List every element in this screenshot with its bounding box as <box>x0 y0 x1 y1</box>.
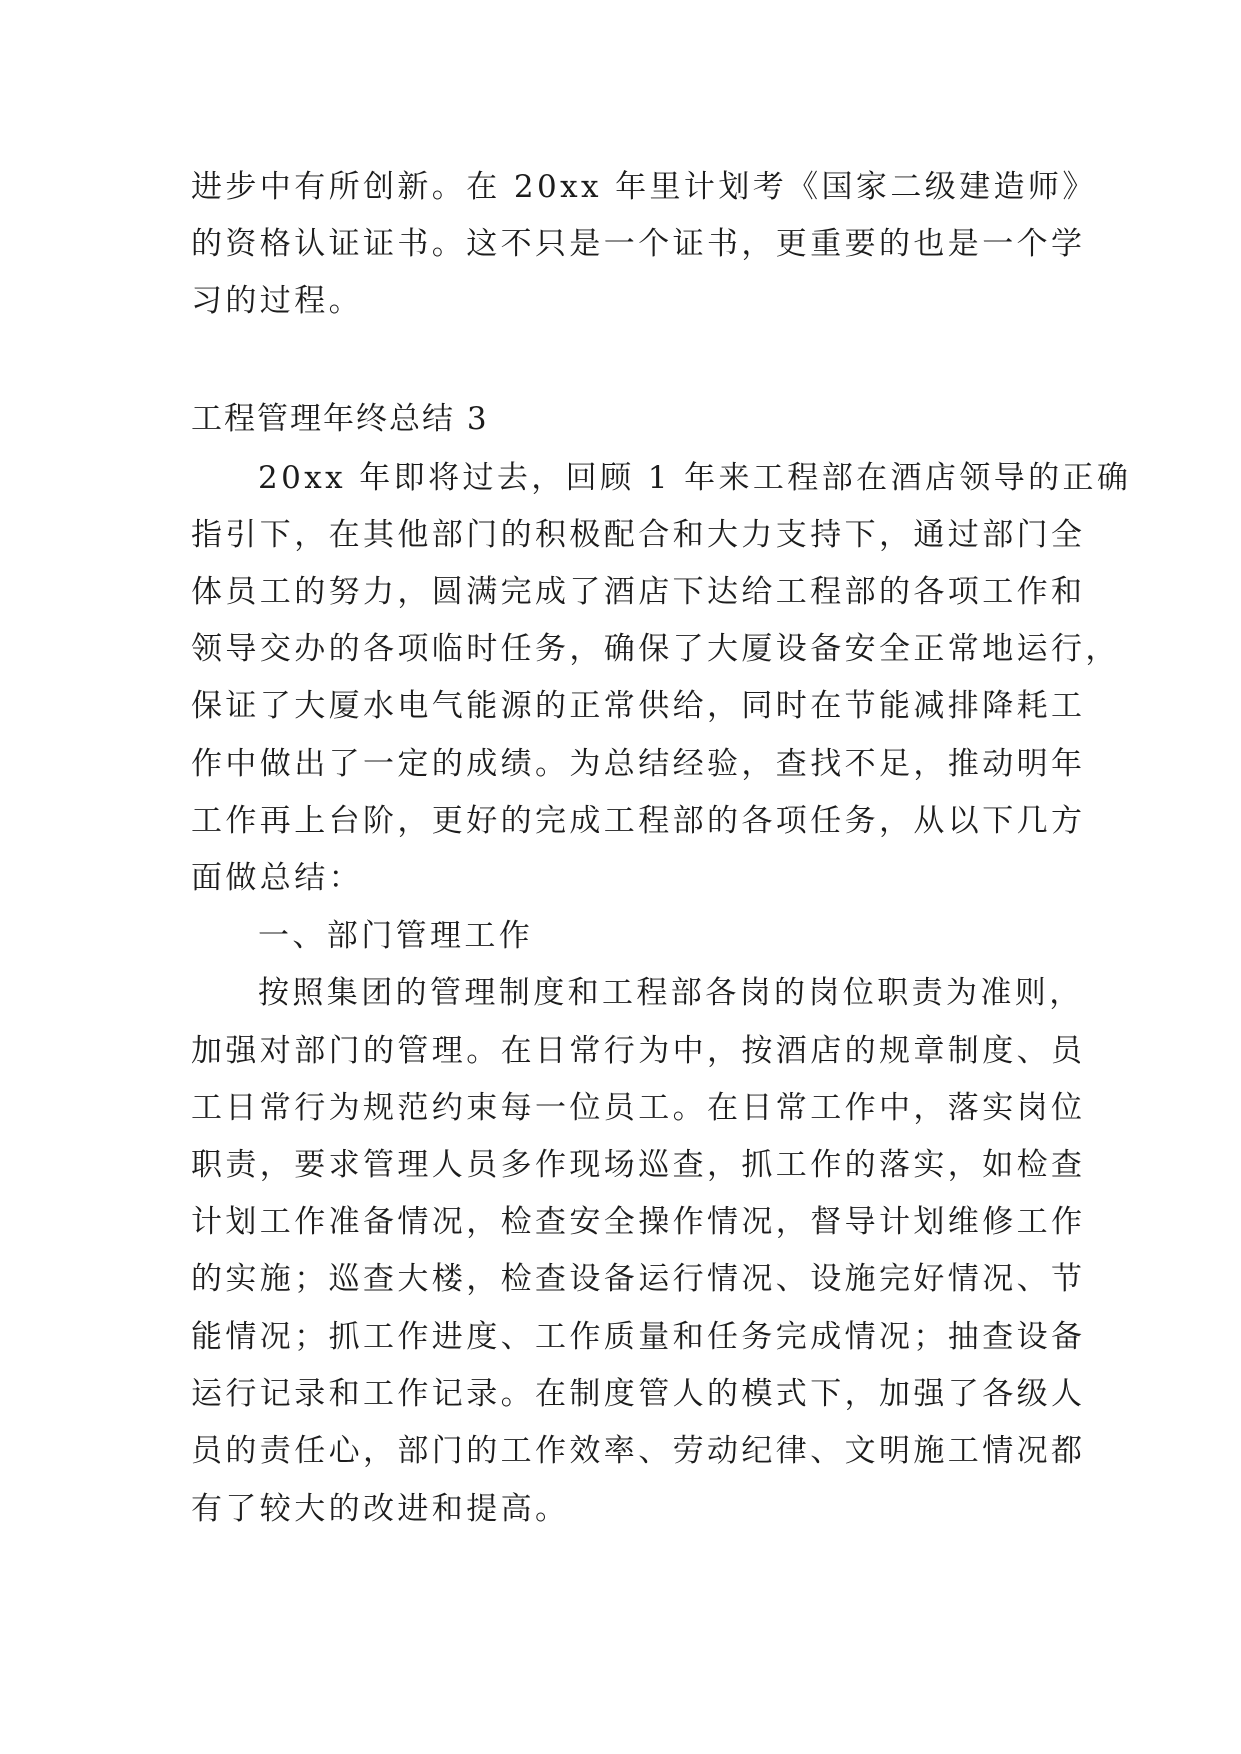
paragraph-line: 进步中有所创新。在 20xx 年里计划考《国家二级建造师》 <box>191 169 1097 205</box>
paragraph-line: 体员工的努力，圆满完成了酒店下达给工程部的各项工作和 <box>191 574 1086 610</box>
paragraph-line: 运行记录和工作记录。在制度管人的模式下，加强了各级人 <box>191 1376 1086 1412</box>
section-title: 工程管理年终总结 3 <box>191 401 489 437</box>
subheading: 一、部门管理工作 <box>258 918 534 954</box>
paragraph-line: 习的过程。 <box>191 283 363 319</box>
paragraph-line: 有了较大的改进和提高。 <box>191 1491 570 1527</box>
paragraph-line: 领导交办的各项临时任务，确保了大厦设备安全正常地运行， <box>191 631 1120 667</box>
paragraph-line: 指引下，在其他部门的积极配合和大力支持下，通过部门全 <box>191 517 1086 553</box>
paragraph-line: 职责，要求管理人员多作现场巡查，抓工作的落实，如检查 <box>191 1147 1086 1183</box>
paragraph-line: 面做总结： <box>191 860 363 896</box>
paragraph-line: 的资格认证证书。这不只是一个证书，更重要的也是一个学 <box>191 226 1086 262</box>
paragraph-line: 工作再上台阶，更好的完成工程部的各项任务，从以下几方 <box>191 803 1086 839</box>
paragraph-line: 工日常行为规范约束每一位员工。在日常工作中，落实岗位 <box>191 1090 1086 1126</box>
paragraph-line: 作中做出了一定的成绩。为总结经验，查找不足，推动明年 <box>191 746 1086 782</box>
paragraph-line: 计划工作准备情况，检查安全操作情况，督导计划维修工作 <box>191 1204 1086 1240</box>
paragraph-line: 的实施；巡查大楼，检查设备运行情况、设施完好情况、节 <box>191 1261 1086 1297</box>
paragraph-line: 能情况；抓工作进度、工作质量和任务完成情况；抽查设备 <box>191 1319 1086 1355</box>
paragraph-line: 20xx 年即将过去，回顾 1 年来工程部在酒店领导的正确 <box>258 460 1132 496</box>
paragraph-line: 按照集团的管理制度和工程部各岗的岗位职责为准则， <box>258 975 1084 1011</box>
paragraph-line: 加强对部门的管理。在日常行为中，按酒店的规章制度、员 <box>191 1033 1086 1069</box>
paragraph-line: 员的责任心，部门的工作效率、劳动纪律、文明施工情况都 <box>191 1433 1086 1469</box>
paragraph-line: 保证了大厦水电气能源的正常供给，同时在节能减排降耗工 <box>191 688 1086 724</box>
